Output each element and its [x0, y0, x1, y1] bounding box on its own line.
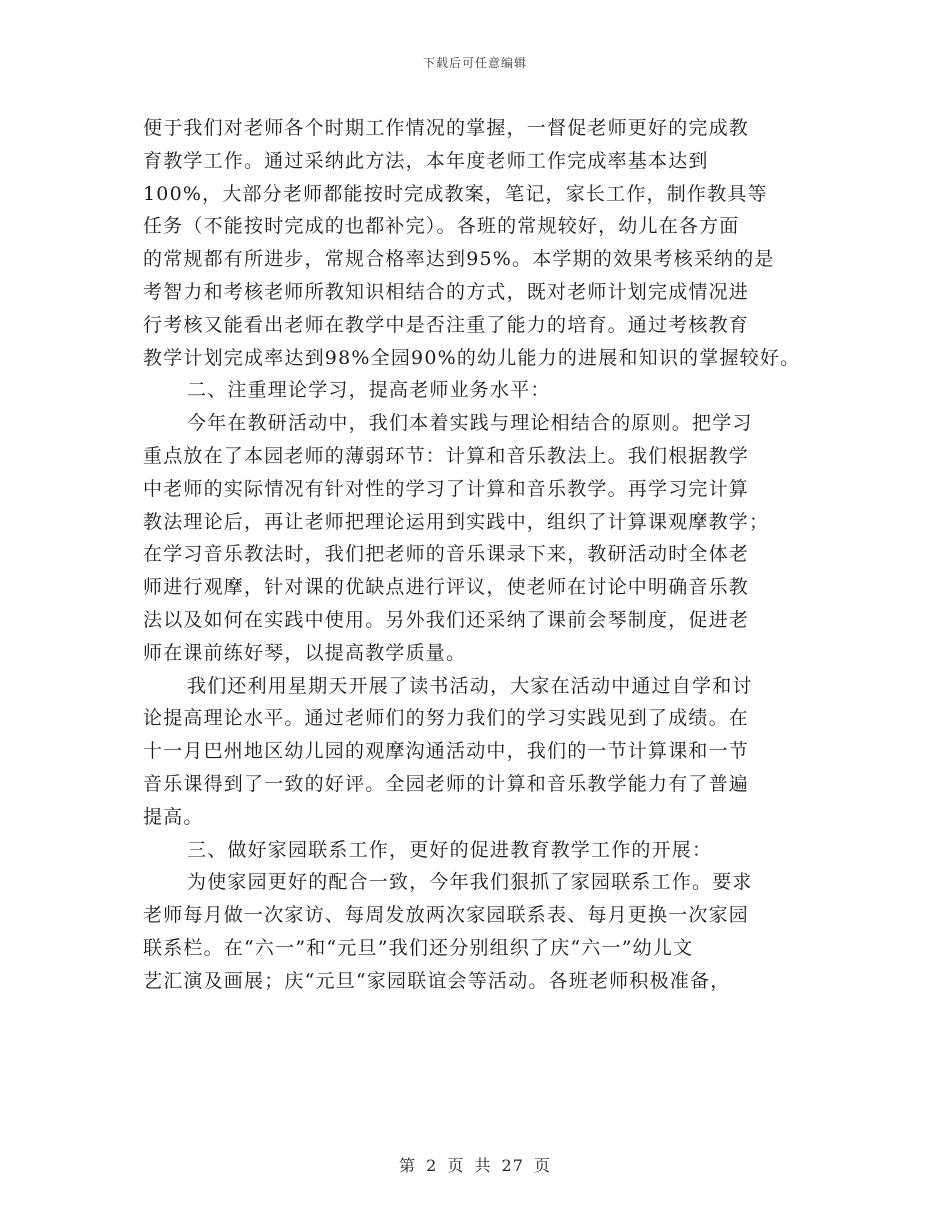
text-line: 师进行观摩，针对课的优缺点进行评议，使老师在讨论中明确音乐教 [143, 576, 750, 599]
text-line: 便于我们对老师各个时期工作情况的掌握，一督促老师更好的完成教 [143, 117, 750, 139]
text-line: 今年在教研活动中，我们本着实践与理论相结合的原则。把学习 [187, 412, 753, 435]
text-line: 音乐课得到了一致的好评。全园老师的计算和音乐教学能力有了普遍 [143, 772, 750, 795]
text-line: 教学计划完成率达到98%全园90%的幼儿能力的进展和知识的掌握较好。 [143, 346, 801, 369]
text-line: 师在课前练好琴，以提高教学质量。 [143, 641, 467, 664]
text-line: 的常规都有所进步，常规合格率达到95%。本学期的效果考核采纳的是 [143, 248, 775, 271]
text-line: 法以及如何在实践中使用。另外我们还采纳了课前会琴制度，促进老 [143, 608, 750, 631]
text-line: 我们还利用星期天开展了读书活动，大家在活动中通过自学和讨 [187, 674, 753, 697]
text-line: 为使家园更好的配合一致，今年我们狠抓了家园联系工作。要求 [187, 871, 753, 894]
text-line: 十一月巴州地区幼儿园的观摩沟通活动中，我们的一节计算课和一节 [143, 740, 750, 763]
page-header: 下载后可任意编辑 [422, 56, 527, 70]
text-line: 论提高理论水平。通过老师们的努力我们的学习实践见到了成绩。在 [143, 707, 750, 730]
text-line: 提高。 [143, 805, 204, 828]
text-line: 三、做好家园联系工作，更好的促进教育教学工作的开展： [187, 838, 713, 861]
text-line: 艺汇演及画展；庆“元旦“家园联谊会等活动。各班老师积极准备， [143, 969, 731, 992]
text-line: 任务（不能按时完成的也都补完）。各班的常规较好，幼儿在各方面 [143, 215, 740, 238]
text-line: 育教学工作。通过采纳此方法，本年度老师工作完成率基本达到 [143, 149, 709, 172]
text-line: 100%，大部分老师都能按时完成教案，笔记，家长工作，制作教具等 [143, 182, 768, 205]
text-line: 中老师的实际情况有针对性的学习了计算和音乐教学。再学习完计算 [143, 477, 750, 500]
text-line: 老师每月做一次家访、每周发放两次家园联系表、每月更换一次家园 [143, 904, 750, 927]
text-line: 二、注重理论学习，提高老师业务水平： [187, 379, 551, 402]
text-line: 重点放在了本园老师的薄弱环节：计算和音乐教法上。我们根据教学 [143, 444, 750, 467]
page-footer: 第 2 页 共 27 页 [399, 1156, 551, 1175]
text-line: 考智力和考核老师所教知识相结合的方式，既对老师计划完成情况进 [143, 280, 750, 303]
text-line: 联系栏。在“六一”和“元旦”我们还分别组织了庆“六一”幼儿文 [143, 936, 694, 959]
text-line: 教法理论后，再让老师把理论运用到实践中，组织了计算课观摩教学； [143, 510, 770, 533]
text-line: 在学习音乐教法时，我们把老师的音乐课录下来，教研活动时全体老 [143, 543, 750, 566]
body-text [143, 112, 823, 998]
text-line: 行考核又能看出老师在教学中是否注重了能力的培育。通过考核教育 [143, 313, 750, 336]
